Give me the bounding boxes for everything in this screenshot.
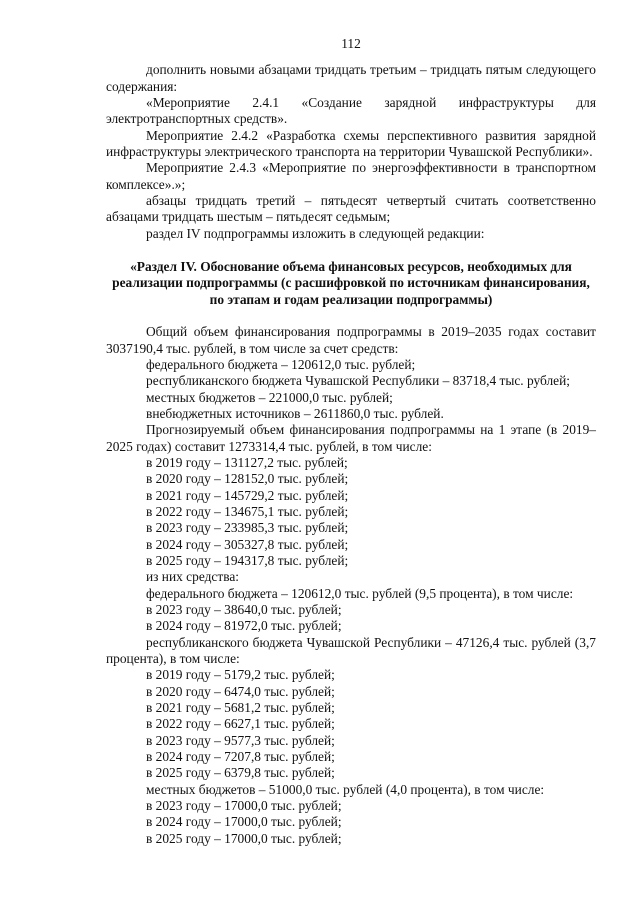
intro-paragraph-2: «Мероприятие 2.4.1 «Создание зарядной инфраструктуры для электротранспортных средств».	[106, 95, 596, 127]
stage1-year-line: в 2019 году – 131127,2 тыс. рублей;	[146, 454, 348, 470]
local-year-line: в 2025 году – 17000,0 тыс. рублей;	[146, 830, 342, 846]
stage1-year-line: в 2024 году – 305327,8 тыс. рублей;	[146, 536, 349, 552]
republic-year-line: в 2021 году – 5681,2 тыс. рублей;	[146, 700, 335, 716]
local-year-line: в 2024 году – 17000,0 тыс. рублей;	[146, 814, 342, 830]
stage1-year-line: в 2025 году – 194317,8 тыс. рублей;	[146, 552, 349, 568]
source-extrabudget: внебюджетных источников – 2611860,0 тыс. рублей.	[146, 405, 444, 421]
document-page	[106, 36, 596, 847]
source-republic: республиканского бюджета Чувашской Республики – 83718,4 тыс. рублей;	[146, 373, 571, 389]
stage1-year-line: в 2021 году – 145729,2 тыс. рублей;	[146, 487, 349, 503]
federal-year-line: в 2023 году – 38640,0 тыс. рублей;	[146, 602, 342, 617]
stage1-year-line: в 2020 году – 128152,0 тыс. рублей;	[146, 471, 349, 487]
federal-paragraph: федерального бюджета – 120612,0 тыс. рублей (9,5 процента), в том числе:	[146, 585, 574, 601]
intro-paragraph-5: абзацы тридцать третий – пятьдесят четвертый считать соответственно абзацами тридцать шестым – пятьдесят седьмым;	[106, 193, 596, 225]
section-heading: «Раздел IV. Обоснование объема финансовых ресурсов, необходимых для реализации подпрограммы (с расшифровкой по источникам финансирования, по этапам и годам реализации подпрограммы)	[112, 259, 590, 307]
republic-year-line: в 2025 году – 6379,8 тыс. рублей;	[146, 765, 335, 781]
republic-year-line: в 2022 году – 6627,1 тыс. рублей;	[146, 716, 335, 732]
republic-year-line: в 2020 году – 6474,0 тыс. рублей;	[146, 683, 335, 699]
source-local: местных бюджетов – 221000,0 тыс. рублей;	[146, 389, 393, 405]
page-number: 112	[341, 36, 361, 51]
intro-paragraph-4: Мероприятие 2.4.3 «Мероприятие по энергоэффективности в транспортном комплексе».»;	[106, 160, 596, 192]
source-federal: федерального бюджета – 120612,0 тыс. рублей;	[146, 356, 416, 372]
federal-year-line: в 2024 году – 81972,0 тыс. рублей;	[146, 618, 342, 634]
local-year-line: в 2023 году – 17000,0 тыс. рублей;	[146, 798, 342, 814]
of-which-line: из них средства:	[146, 569, 240, 585]
local-paragraph: местных бюджетов – 51000,0 тыс. рублей (4,0 процента), в том числе:	[146, 781, 545, 797]
stage1-paragraph: Прогнозируемый объем финансирования подпрограммы на 1 этапе (в 2019–2025 годах) составит 1273314,4 тыс. рублей, в том числе:	[106, 422, 596, 454]
republic-year-line: в 2019 году – 5179,2 тыс. рублей;	[146, 667, 335, 683]
intro-paragraph-6: раздел IV подпрограммы изложить в следующей редакции:	[146, 225, 485, 241]
total-paragraph: Общий объем финансирования подпрограммы в 2019–2035 годах составит 3037190,4 тыс. рублей, в том числе за счет средств:	[106, 324, 596, 356]
republic-year-line: в 2024 году – 7207,8 тыс. рублей;	[146, 749, 335, 765]
republic-year-line: в 2023 году – 9577,3 тыс. рублей;	[146, 732, 335, 748]
stage1-year-line: в 2022 году – 134675,1 тыс. рублей;	[146, 503, 349, 519]
intro-paragraph-3: Мероприятие 2.4.2 «Разработка схемы перспективного развития зарядной инфраструктуры электрического транспорта на территории Чувашской Республики».	[106, 127, 596, 160]
republic-paragraph: республиканского бюджета Чувашской Республики – 47126,4 тыс. рублей (3,7 процента), в том числе:	[106, 634, 596, 667]
intro-paragraph-1: дополнить новыми абзацами тридцать третьим – тридцать пятым следующего содержания:	[106, 62, 596, 94]
stage1-year-line: в 2023 году – 233985,3 тыс. рублей;	[146, 520, 349, 536]
